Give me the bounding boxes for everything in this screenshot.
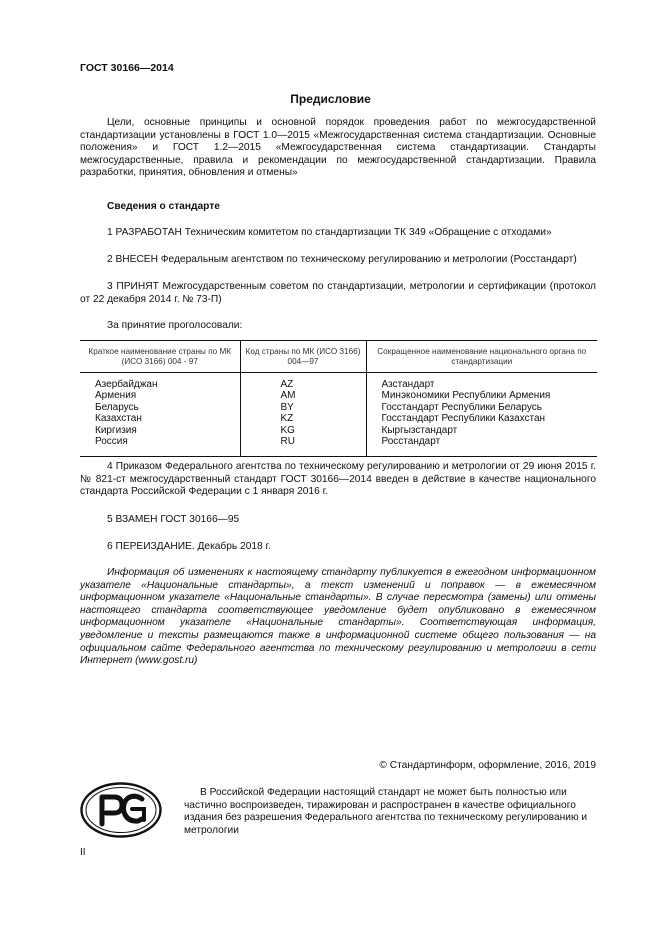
table-header-body: Сокращенное наименование национального органа по стандартизации [366, 341, 597, 373]
country-cell: Азербайджан [95, 379, 158, 390]
table-row [80, 402, 597, 413]
country-table [80, 340, 597, 457]
rst-certification-logo-icon [80, 782, 162, 838]
table-row [80, 413, 597, 424]
body-cell: Минэкономики Республики Армения [366, 390, 597, 401]
item-developed: 1 РАЗРАБОТАН Техническим комитетом по стандартизации ТК 349 «Обращение с отходами» [107, 227, 552, 238]
item-order: 4 Приказом Федерального агентства по техническому регулированию и метрологии от 29 июня 2015 г. № 821-ст межгосударственный стандарт ГОСТ 30166—2014 введен в действие в качестве национального стандарта Российской Федерации с 1 января 2016 г. [80, 461, 596, 498]
item-reissue: 6 ПЕРЕИЗДАНИЕ. Декабрь 2018 г. [107, 541, 271, 552]
item-voted: За принятие проголосовали: [107, 320, 243, 331]
document-code-header: ГОСТ 30166—2014 [80, 62, 174, 74]
body-cell: Госстандарт Республики Беларусь [366, 402, 597, 413]
item-replaces: 5 ВЗАМЕН ГОСТ 30166—95 [107, 514, 240, 525]
code-cell: BY [240, 402, 366, 413]
table-row [80, 425, 597, 436]
page-title: Предисловие [290, 92, 371, 106]
table-header-code: Код страны по МК (ИСО 3166) 004—97 [240, 341, 366, 373]
section-title: Сведения о стандарте [107, 201, 220, 212]
page-number: II [80, 847, 86, 858]
country-cell: Беларусь [95, 401, 139, 413]
copyright-line: © Стандартинформ, оформление, 2016, 2019 [379, 760, 596, 771]
table-header-row [80, 341, 597, 373]
code-cell: AZ [240, 373, 366, 391]
code-cell: RU [240, 436, 366, 457]
reproduction-notice: В Российской Федерации настоящий стандарт не может быть полностью или частично воспроизведен, тиражирован и распространен в качестве официального издания без разрешения Федерального агентства по техническому регулированию и метрологии [184, 787, 588, 836]
code-cell: AM [240, 390, 366, 401]
country-cell: Киргизия [95, 424, 137, 436]
intro-paragraph: Цели, основные принципы и основной порядок проведения работ по межгосударственной стандартизации установлены в ГОСТ 1.0—2015 «Межгосударственная система стандартизации. Основные положения» и ГОСТ 1.2—2015 «Межгосударственная система стандартизации. Стандарты межгосударственные, правила и рекомендации по межгосударственной стандартизации. Правила разработки, принятия, обновления и отмены» [80, 117, 596, 179]
info-note: Информация об изменениях к настоящему стандарту публикуется в ежегодном информационном указателе «Национальные стандарты», а текст изменений и поправок — в ежемесячном информационном указателе «Национальные стандарты». В случае пересмотра (замены) или отмены настоящего стандарта соответствующее уведомление будет опубликовано в ежемесячном информационном указателе «Национальные стандарты». Соответствующая информация, уведомление и тексты размещаются также в информационной системе общего пользования — на официальном сайте Федерального агентства по техническому регулированию и метрологии в сети Интернет (www.gost.ru) [80, 567, 596, 667]
code-cell: KG [240, 425, 366, 436]
table-header-country: Краткое наименование страны по МК (ИСО 3166) 004 - 97 [80, 341, 240, 373]
body-cell: Азстандарт [366, 373, 597, 391]
table-row [80, 373, 597, 391]
body-cell: Кыргызстандарт [366, 425, 597, 436]
country-cell: Казахстан [95, 413, 142, 425]
body-cell: Росстандарт [366, 436, 597, 457]
table-row [80, 390, 597, 401]
item-introduced: 2 ВНЕСЕН Федеральным агентством по техническому регулированию и метрологии (Росстандарт) [107, 254, 577, 265]
table-row [80, 436, 597, 457]
code-cell: KZ [240, 413, 366, 424]
body-cell: Госстандарт Республики Казахстан [366, 413, 597, 424]
country-cell: Армения [95, 390, 137, 402]
item-adopted: 3 ПРИНЯТ Межгосударственным советом по стандартизации, метрологии и сертификации (протокол от 22 декабря 2014 г. № 73-П) [80, 281, 596, 305]
country-cell: Россия [80, 436, 240, 457]
